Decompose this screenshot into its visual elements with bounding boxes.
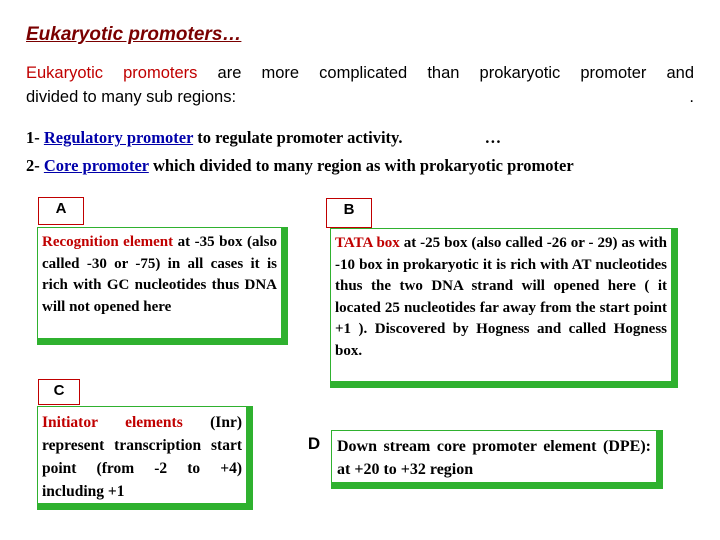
point-1-trail: …	[484, 128, 502, 147]
panel-d-text: Down stream core promoter element (DPE): at +20 to +32 region	[337, 438, 651, 478]
panel-d	[332, 431, 656, 482]
panel-c-text: (Inr) represent transcription start point (from -2 to +4) including +1	[42, 414, 242, 500]
panel-b-text: at -25 box (also called -26 or - 29) as with -10 box in prokaryotic it is rich with AT nucleotides thus the two DNA strand will opened here ( it located 25 nucleotides far away from the start point +1 ). Discovered by Hogness and called Hogness box.	[335, 235, 667, 359]
page-title: Eukaryotic promoters…	[26, 24, 242, 45]
panel-b-term: TATA box	[335, 235, 400, 251]
panel-a-border	[37, 227, 288, 345]
intro-line2-text: divided to many sub regions:	[26, 88, 237, 106]
label-d-letter: D	[307, 434, 321, 453]
panel-b	[331, 229, 671, 381]
label-d	[298, 432, 330, 460]
intro-rest: are more complicated than prokaryotic promoter and	[197, 64, 695, 82]
intro-trailing-dot: .	[689, 88, 694, 106]
panel-b-border	[330, 228, 678, 388]
panel-a-text: at -35 box (also called -30 or -75) in all cases it is rich with GC nucleotides thus DNA will not opened here	[42, 234, 277, 315]
intro-line-2	[26, 85, 694, 109]
point-2	[26, 155, 574, 177]
label-c: C	[38, 379, 80, 405]
intro-term: Eukaryotic promoters	[26, 64, 198, 82]
panel-c-border	[37, 406, 253, 510]
panel-c	[38, 407, 246, 503]
label-a: A	[38, 197, 84, 225]
panel-c-term: Initiator elements	[42, 414, 183, 431]
panel-d-border	[331, 430, 663, 489]
point-1-label: Regulatory promoter	[43, 128, 194, 147]
point-2-text: which divided to many region as with prokaryotic promoter	[148, 156, 574, 175]
panel-a-term: Recognition element	[42, 234, 174, 250]
point-1	[26, 127, 501, 149]
point-1-text: to regulate promoter activity.	[193, 128, 403, 147]
point-2-prefix: 2-	[26, 156, 44, 175]
intro-paragraph	[26, 61, 694, 109]
intro-line-1	[26, 61, 694, 85]
point-1-prefix: 1-	[26, 128, 44, 147]
point-2-label: Core promoter	[43, 156, 149, 175]
panel-a	[38, 228, 281, 338]
label-b: B	[326, 198, 372, 228]
